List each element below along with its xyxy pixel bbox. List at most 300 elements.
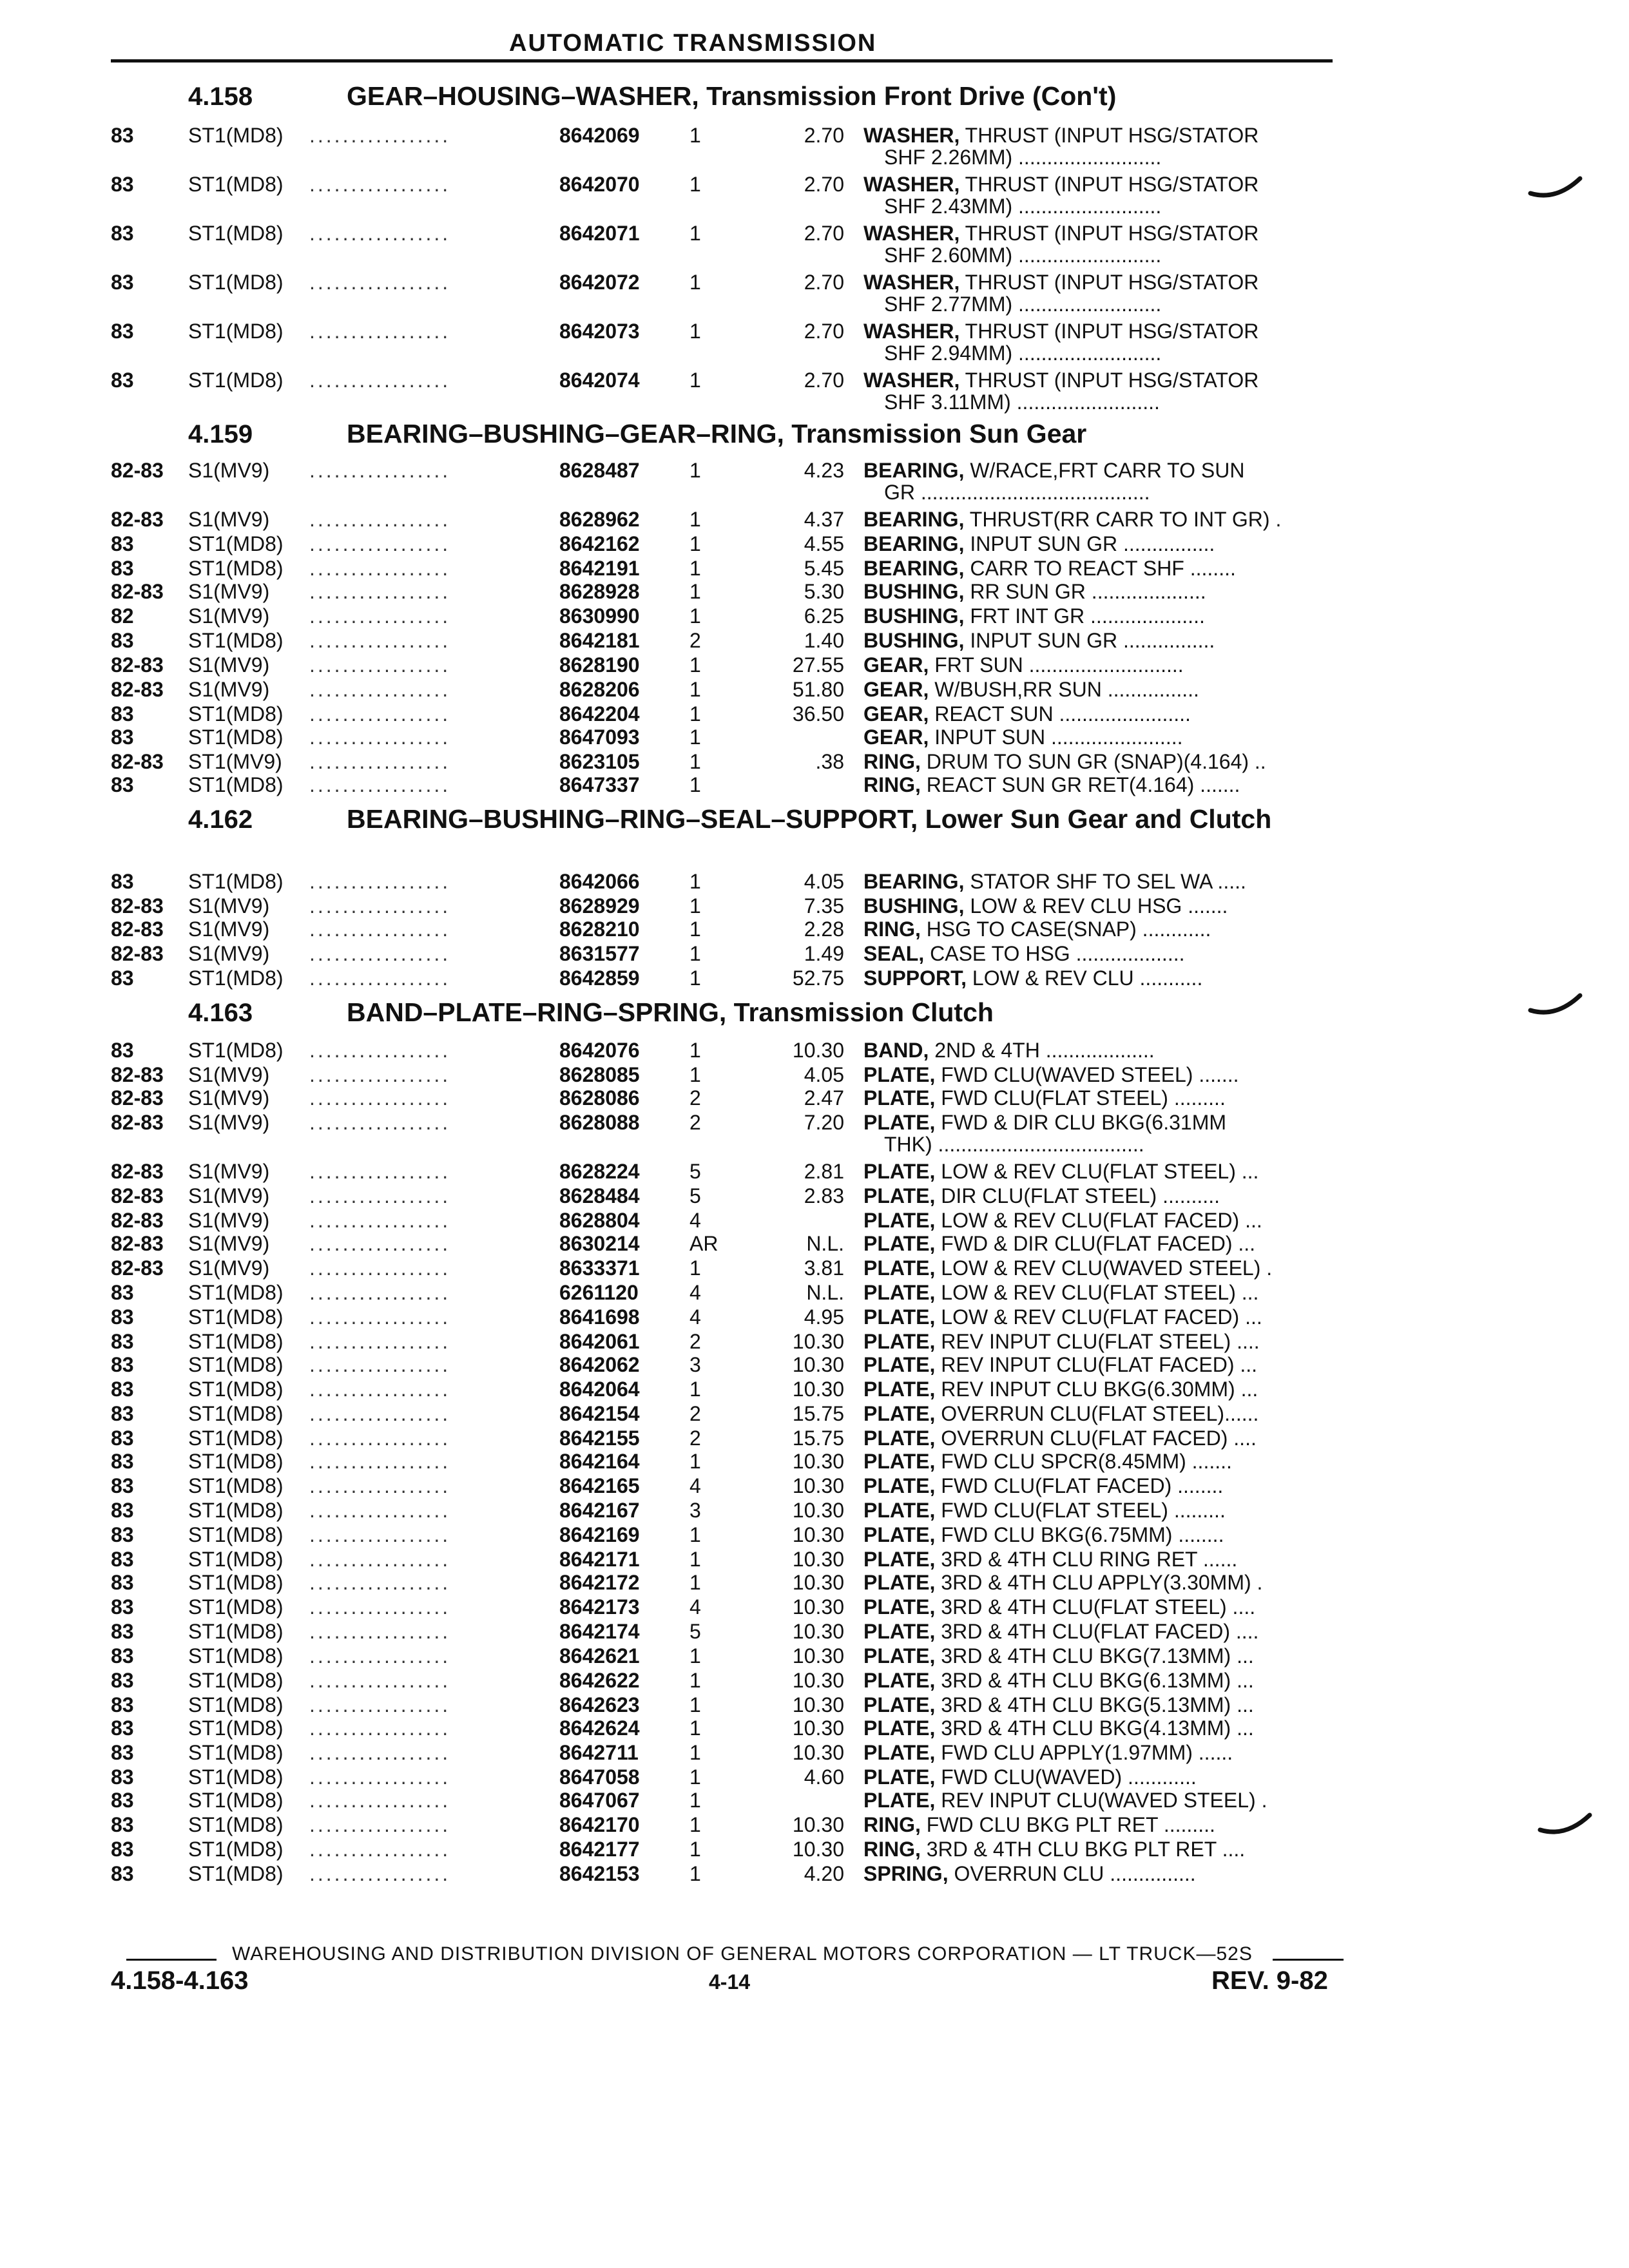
- model-year: 83: [111, 966, 134, 990]
- leader-dots: .................: [309, 1209, 451, 1232]
- part-detail: REV INPUT CLU(FLAT FACED) ...: [941, 1353, 1258, 1376]
- footer-division: WAREHOUSING AND DISTRIBUTION DIVISION OF GENERAL MOTORS CORPORATION — LT TRUCK—52S: [232, 1943, 1253, 1965]
- model-year: 83: [111, 1402, 134, 1425]
- leader-dots: .................: [309, 173, 451, 196]
- part-number: 8642181: [559, 629, 640, 652]
- quantity: 1: [689, 942, 701, 965]
- part-row: [0, 750, 1629, 773]
- model-year: 83: [111, 629, 134, 652]
- part-detail: INPUT SUN GR ................: [970, 532, 1215, 555]
- part-description: [863, 702, 1353, 726]
- part-detail: FWD CLU(FLAT STEEL) .........: [941, 1086, 1226, 1110]
- quantity: 1: [689, 1741, 701, 1764]
- part-row: [0, 870, 1629, 893]
- model-year: 83: [111, 1474, 134, 1497]
- part-description-continued: GR ........................................: [884, 481, 1150, 504]
- part-name: PLATE,: [863, 1232, 936, 1255]
- part-name: BEARING,: [863, 870, 965, 893]
- quantity: 3: [689, 1499, 701, 1522]
- model-code: ST1(MD8): [188, 1741, 284, 1764]
- part-number: 8628190: [559, 653, 640, 677]
- part-name: PLATE,: [863, 1256, 936, 1280]
- section-title: BAND–PLATE–RING–SPRING, Transmission Clutch: [347, 997, 994, 1027]
- price: 10.30: [792, 1378, 844, 1401]
- model-year: 83: [111, 222, 134, 245]
- part-name: PLATE,: [863, 1644, 936, 1667]
- price: 4.20: [804, 1862, 844, 1885]
- model-code: S1(MV9): [188, 508, 270, 531]
- part-detail: OVERRUN CLU(FLAT FACED) ....: [941, 1427, 1257, 1450]
- model-year: 83: [111, 1813, 134, 1836]
- part-description: [863, 1209, 1353, 1232]
- part-detail: STATOR SHF TO SEL WA .....: [970, 870, 1246, 893]
- model-code: ST1(MD8): [188, 1813, 284, 1836]
- quantity: 1: [689, 1765, 701, 1789]
- quantity: 1: [689, 222, 701, 245]
- part-name: RING,: [863, 750, 921, 773]
- model-year: 83: [111, 1499, 134, 1522]
- model-year: 83: [111, 1620, 134, 1643]
- model-code: ST1(MD8): [188, 870, 284, 893]
- part-detail: 3RD & 4TH CLU BKG(6.13MM) ...: [941, 1669, 1254, 1692]
- price: N.L.: [806, 1281, 844, 1304]
- model-year: 83: [111, 532, 134, 555]
- part-row: [0, 1523, 1629, 1546]
- model-year: 83: [111, 1571, 134, 1594]
- model-year: 83: [111, 870, 134, 893]
- price: 10.30: [792, 1620, 844, 1643]
- part-row: [0, 1353, 1629, 1376]
- part-description: [863, 870, 1353, 893]
- part-name: PLATE,: [863, 1086, 936, 1110]
- part-row: [0, 604, 1629, 628]
- section-number: 4.162: [188, 805, 253, 834]
- part-number: 8642170: [559, 1813, 640, 1836]
- price: 1.49: [804, 942, 844, 965]
- part-row: [0, 1305, 1629, 1329]
- part-description: [863, 1862, 1353, 1885]
- part-description: [863, 918, 1353, 941]
- binder-mark-icon: [1527, 175, 1585, 201]
- quantity: 4: [689, 1595, 701, 1619]
- part-name: PLATE,: [863, 1499, 936, 1522]
- part-description: [863, 894, 1353, 918]
- leader-dots: .................: [309, 1232, 451, 1255]
- part-row: [0, 369, 1629, 392]
- model-code: ST1(MD8): [188, 629, 284, 652]
- part-detail: REV INPUT CLU(WAVED STEEL) .: [941, 1789, 1268, 1812]
- leader-dots: .................: [309, 1378, 451, 1401]
- part-name: PLATE,: [863, 1669, 936, 1692]
- part-row: [0, 1813, 1629, 1836]
- part-detail: 3RD & 4TH CLU BKG PLT RET ....: [926, 1838, 1246, 1861]
- part-description: [863, 1378, 1353, 1401]
- part-number: 8642623: [559, 1693, 640, 1716]
- part-number: 8642624: [559, 1716, 640, 1740]
- quantity: 1: [689, 1789, 701, 1812]
- part-detail: 3RD & 4TH CLU RING RET ......: [941, 1548, 1238, 1571]
- price: 7.20: [804, 1111, 844, 1134]
- part-row: [0, 173, 1629, 196]
- price: 10.30: [792, 1669, 844, 1692]
- leader-dots: .................: [309, 508, 451, 531]
- part-name: PLATE,: [863, 1330, 936, 1353]
- part-number: 8642173: [559, 1595, 640, 1619]
- model-year: 83: [111, 1693, 134, 1716]
- price: 10.30: [792, 1741, 844, 1764]
- leader-dots: .................: [309, 1499, 451, 1522]
- part-description: [863, 1620, 1353, 1643]
- part-number: 8642859: [559, 966, 640, 990]
- part-number: 8628210: [559, 918, 640, 941]
- part-description: [863, 629, 1353, 652]
- part-name: PLATE,: [863, 1378, 936, 1401]
- part-description: [863, 1305, 1353, 1329]
- quantity: 1: [689, 1063, 701, 1086]
- part-description: [863, 320, 1353, 343]
- price: 2.70: [804, 222, 844, 245]
- quantity: 1: [689, 604, 701, 628]
- model-code: ST1(MD8): [188, 1862, 284, 1885]
- part-description-continued: SHF 2.94MM) .........................: [884, 341, 1162, 365]
- quantity: 1: [689, 702, 701, 726]
- model-code: ST1(MD8): [188, 1548, 284, 1571]
- model-year: 82-83: [111, 508, 164, 531]
- price: 10.30: [792, 1499, 844, 1522]
- part-description: [863, 1256, 1353, 1280]
- leader-dots: .................: [309, 894, 451, 918]
- leader-dots: .................: [309, 966, 451, 990]
- quantity: 1: [689, 580, 701, 603]
- part-row: [0, 653, 1629, 677]
- part-row: [0, 726, 1629, 749]
- model-code: ST1(MD8): [188, 1305, 284, 1329]
- model-year: 83: [111, 1862, 134, 1885]
- part-description: [863, 1184, 1353, 1207]
- part-name: WASHER,: [863, 320, 960, 343]
- leader-dots: .................: [309, 1305, 451, 1329]
- leader-dots: .................: [309, 942, 451, 965]
- part-description: [863, 1765, 1353, 1789]
- part-number: 8642622: [559, 1669, 640, 1692]
- part-row: [0, 1209, 1629, 1232]
- part-detail: LOW & REV CLU(FLAT STEEL) ...: [941, 1160, 1259, 1183]
- part-description: [863, 1499, 1353, 1522]
- leader-dots: .................: [309, 1862, 451, 1885]
- part-name: SEAL,: [863, 942, 925, 965]
- model-code: ST1(MD8): [188, 1693, 284, 1716]
- part-detail: FWD CLU APPLY(1.97MM) ......: [941, 1741, 1233, 1764]
- part-description: [863, 1789, 1353, 1812]
- quantity: 1: [689, 369, 701, 392]
- part-name: WASHER,: [863, 222, 960, 245]
- part-row: [0, 1039, 1629, 1062]
- part-description: [863, 1693, 1353, 1716]
- model-code: ST1(MD8): [188, 1765, 284, 1789]
- leader-dots: .................: [309, 1644, 451, 1667]
- footer-rule: [1273, 1959, 1344, 1961]
- model-year: 83: [111, 271, 134, 294]
- part-row: [0, 1838, 1629, 1861]
- model-code: ST1(MD8): [188, 966, 284, 990]
- price: 4.60: [804, 1765, 844, 1789]
- part-name: BUSHING,: [863, 629, 965, 652]
- quantity: 1: [689, 1450, 701, 1473]
- part-description: [863, 222, 1353, 245]
- part-row: [0, 678, 1629, 701]
- price: 4.23: [804, 459, 844, 482]
- model-code: S1(MV9): [188, 1160, 270, 1183]
- price: 10.30: [792, 1474, 844, 1497]
- quantity: 1: [689, 1716, 701, 1740]
- model-code: ST1(MD8): [188, 557, 284, 580]
- part-name: PLATE,: [863, 1209, 936, 1232]
- part-description: [863, 580, 1353, 603]
- leader-dots: .................: [309, 1523, 451, 1546]
- model-code: ST1(MD8): [188, 1450, 284, 1473]
- part-description: [863, 369, 1353, 392]
- section-number: 4.163: [188, 999, 253, 1027]
- model-code: ST1(MD8): [188, 702, 284, 726]
- part-description: [863, 1063, 1353, 1086]
- model-code: ST1(MV9): [188, 750, 282, 773]
- part-detail: THRUST (INPUT HSG/STATOR: [965, 124, 1259, 147]
- leader-dots: .................: [309, 1595, 451, 1619]
- part-description-continued: SHF 2.60MM) .........................: [884, 244, 1162, 267]
- part-description: [863, 532, 1353, 555]
- part-name: GEAR,: [863, 678, 929, 701]
- leader-dots: .................: [309, 1353, 451, 1376]
- part-description-continued: SHF 3.11MM) .........................: [884, 390, 1160, 414]
- model-code: S1(MV9): [188, 1209, 270, 1232]
- leader-dots: .................: [309, 1256, 451, 1280]
- model-code: S1(MV9): [188, 653, 270, 677]
- part-number: 8641698: [559, 1305, 640, 1329]
- model-code: ST1(MD8): [188, 1620, 284, 1643]
- part-row: [0, 1281, 1629, 1304]
- model-year: 82-83: [111, 678, 164, 701]
- price: 4.37: [804, 508, 844, 531]
- price: 2.70: [804, 369, 844, 392]
- model-code: ST1(MD8): [188, 1595, 284, 1619]
- part-name: PLATE,: [863, 1305, 936, 1329]
- section-title: BEARING–BUSHING–GEAR–RING, Transmission Sun Gear: [347, 419, 1087, 448]
- price: 10.30: [792, 1644, 844, 1667]
- part-name: PLATE,: [863, 1184, 936, 1207]
- model-code: S1(MV9): [188, 1256, 270, 1280]
- model-year: 83: [111, 1353, 134, 1376]
- quantity: 1: [689, 1523, 701, 1546]
- part-detail: FWD CLU(FLAT STEEL) .........: [941, 1499, 1226, 1522]
- part-description: [863, 1111, 1353, 1134]
- part-name: PLATE,: [863, 1523, 936, 1546]
- quantity: 1: [689, 557, 701, 580]
- part-name: RING,: [863, 1838, 921, 1861]
- part-detail: CASE TO HSG ...................: [930, 942, 1185, 965]
- price: 10.30: [792, 1353, 844, 1376]
- part-description: [863, 773, 1353, 796]
- part-name: RING,: [863, 918, 921, 941]
- quantity: 1: [689, 459, 701, 482]
- quantity: 1: [689, 894, 701, 918]
- part-detail: LOW & REV CLU ...........: [972, 966, 1203, 990]
- part-name: RING,: [863, 1813, 921, 1836]
- model-code: ST1(MD8): [188, 124, 284, 147]
- leader-dots: .................: [309, 1281, 451, 1304]
- model-code: ST1(MD8): [188, 1571, 284, 1594]
- part-detail: HSG TO CASE(SNAP) ............: [926, 918, 1211, 941]
- part-number: 8628929: [559, 894, 640, 918]
- price: 10.30: [792, 1693, 844, 1716]
- price: 10.30: [792, 1523, 844, 1546]
- quantity: 1: [689, 678, 701, 701]
- part-row: [0, 1330, 1629, 1353]
- leader-dots: .................: [309, 678, 451, 701]
- leader-dots: .................: [309, 1184, 451, 1207]
- part-row: [0, 124, 1629, 147]
- part-detail: 3RD & 4TH CLU BKG(4.13MM) ...: [941, 1716, 1254, 1740]
- model-code: ST1(MD8): [188, 726, 284, 749]
- part-description: [863, 508, 1353, 531]
- part-name: BEARING,: [863, 508, 965, 531]
- price: 2.47: [804, 1086, 844, 1110]
- price: 6.25: [804, 604, 844, 628]
- leader-dots: .................: [309, 1620, 451, 1643]
- price: 5.45: [804, 557, 844, 580]
- leader-dots: .................: [309, 702, 451, 726]
- leader-dots: .................: [309, 726, 451, 749]
- part-description: [863, 1232, 1353, 1255]
- price: 36.50: [792, 702, 844, 726]
- model-year: 83: [111, 1644, 134, 1667]
- part-name: PLATE,: [863, 1548, 936, 1571]
- part-description: [863, 173, 1353, 196]
- part-row: [0, 1232, 1629, 1255]
- part-description: [863, 1813, 1353, 1836]
- part-number: 6261120: [559, 1281, 639, 1304]
- part-name: GEAR,: [863, 702, 929, 726]
- part-row: [0, 702, 1629, 726]
- part-name: BAND,: [863, 1039, 929, 1062]
- model-year: 83: [111, 1765, 134, 1789]
- quantity: 1: [689, 271, 701, 294]
- part-row: [0, 1256, 1629, 1280]
- model-year: 83: [111, 369, 134, 392]
- part-name: BEARING,: [863, 459, 965, 482]
- part-detail: THRUST (INPUT HSG/STATOR: [965, 222, 1259, 245]
- part-description: [863, 1523, 1353, 1546]
- model-code: ST1(MD8): [188, 1523, 284, 1546]
- part-detail: FRT INT GR ....................: [970, 604, 1205, 628]
- part-name: BUSHING,: [863, 580, 965, 603]
- part-detail: 3RD & 4TH CLU BKG(7.13MM) ...: [941, 1644, 1254, 1667]
- model-code: S1(MV9): [188, 1111, 270, 1134]
- part-row: [0, 1669, 1629, 1692]
- part-name: PLATE,: [863, 1620, 936, 1643]
- model-year: 83: [111, 124, 134, 147]
- part-detail: FRT SUN ...........................: [934, 653, 1184, 677]
- leader-dots: .................: [309, 870, 451, 893]
- model-code: ST1(MD8): [188, 1474, 284, 1497]
- part-name: BUSHING,: [863, 604, 965, 628]
- part-name: PLATE,: [863, 1716, 936, 1740]
- part-detail: OVERRUN CLU ...............: [954, 1862, 1196, 1885]
- leader-dots: .................: [309, 1548, 451, 1571]
- part-detail: FWD CLU(WAVED) ............: [941, 1765, 1197, 1789]
- part-number: 8642066: [559, 870, 640, 893]
- part-description: [863, 1669, 1353, 1692]
- leader-dots: .................: [309, 1111, 451, 1134]
- part-detail: 3RD & 4TH CLU APPLY(3.30MM) .: [941, 1571, 1263, 1594]
- model-code: ST1(MD8): [188, 1838, 284, 1861]
- part-number: 8628962: [559, 508, 640, 531]
- part-row: [0, 1571, 1629, 1594]
- part-number: 8647337: [559, 773, 640, 796]
- part-number: 8628086: [559, 1086, 640, 1110]
- part-number: 8642064: [559, 1378, 640, 1401]
- part-description-continued: THK) ....................................: [884, 1133, 1144, 1156]
- quantity: 1: [689, 532, 701, 555]
- price: 2.70: [804, 124, 844, 147]
- part-number: 8642162: [559, 532, 640, 555]
- part-row: [0, 1693, 1629, 1716]
- quantity: 1: [689, 1838, 701, 1861]
- part-description: [863, 1741, 1353, 1764]
- leader-dots: .................: [309, 271, 451, 294]
- part-name: WASHER,: [863, 173, 960, 196]
- model-year: 83: [111, 1669, 134, 1692]
- quantity: 5: [689, 1184, 701, 1207]
- part-detail: LOW & REV CLU(FLAT FACED) ...: [941, 1209, 1262, 1232]
- part-number: 8642062: [559, 1353, 640, 1376]
- part-row: [0, 966, 1629, 990]
- price: 51.80: [792, 678, 844, 701]
- part-name: BEARING,: [863, 532, 965, 555]
- part-number: 8642061: [559, 1330, 640, 1353]
- section-title: GEAR–HOUSING–WASHER, Transmission Front Drive (Con't): [347, 81, 1117, 111]
- price: 10.30: [792, 1813, 844, 1836]
- part-name: PLATE,: [863, 1160, 936, 1183]
- quantity: 1: [689, 918, 701, 941]
- part-number: 8628928: [559, 580, 640, 603]
- model-year: 82-83: [111, 750, 164, 773]
- part-row: [0, 459, 1629, 482]
- binder-mark-icon: [1537, 1812, 1595, 1838]
- model-code: ST1(MD8): [188, 1716, 284, 1740]
- part-description: [863, 1474, 1353, 1497]
- leader-dots: .................: [309, 532, 451, 555]
- model-year: 83: [111, 1450, 134, 1473]
- part-description: [863, 604, 1353, 628]
- leader-dots: .................: [309, 222, 451, 245]
- quantity: 1: [689, 1862, 701, 1885]
- model-code: ST1(MD8): [188, 1330, 284, 1353]
- price: 2.28: [804, 918, 844, 941]
- part-description: [863, 1427, 1353, 1450]
- part-detail: OVERRUN CLU(FLAT STEEL)......: [941, 1402, 1259, 1425]
- quantity: 1: [689, 870, 701, 893]
- leader-dots: .................: [309, 1813, 451, 1836]
- part-row: [0, 1086, 1629, 1110]
- part-description-continued: SHF 2.26MM) .........................: [884, 146, 1162, 169]
- model-code: ST1(MD8): [188, 1789, 284, 1812]
- model-year: 83: [111, 773, 134, 796]
- quantity: 1: [689, 1669, 701, 1692]
- model-year: 82-83: [111, 1086, 164, 1110]
- part-detail: 3RD & 4TH CLU(FLAT FACED) ....: [941, 1620, 1259, 1643]
- part-number: 8642153: [559, 1862, 640, 1885]
- leader-dots: .................: [309, 918, 451, 941]
